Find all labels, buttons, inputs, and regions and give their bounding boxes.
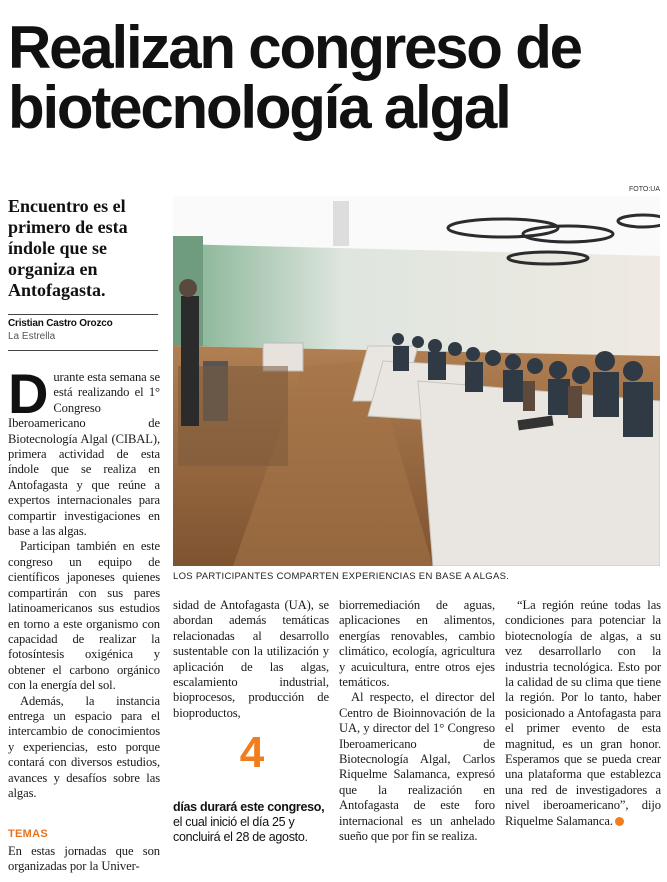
deck-divider <box>8 314 158 315</box>
photo-credit: FOTO:UA <box>629 186 660 193</box>
byline-divider <box>8 350 158 351</box>
drop-cap: D <box>8 362 49 425</box>
paragraph: biorremediación de aguas, aplicaciones en alimentos, energías renovables, cambio climático, ecología, agricultura y acuicultura, entre otros ejes temáticos. <box>339 598 495 690</box>
photo-caption: LOS PARTICIPANTES COMPARTEN EXPERIENCIAS EN BASE A ALGAS. <box>173 571 510 582</box>
headline <box>8 14 663 141</box>
fact-number: 4 <box>239 728 265 777</box>
section-heading-temas: TEMAS <box>8 828 48 840</box>
fact-bold-text: días durará este congreso, <box>173 800 325 814</box>
paragraph: Además, la instancia entrega un espacio para el intercambio de conocimientos y experiencias, esto porque contará con diversos estudios, avances y desafíos sobre las algas. <box>8 693 160 800</box>
article-column-3 <box>339 598 495 845</box>
headline-line-2: biotecnología algal <box>8 74 510 141</box>
article-column-4 <box>505 598 661 829</box>
article-column-2 <box>173 598 329 721</box>
deck-subtitle: Encuentro es el primero de esta índole que se organiza en Antofagasta. <box>8 196 128 300</box>
paragraph: Participan también en este congreso un equipo de científicos japoneses quienes compartirán con sus pares latinoamericanos sus estudios en torno a este organismo con capacidad de realizar la fotosíntesis oxigénica y obtener el carbono orgánico con la energía del sol. <box>8 539 160 693</box>
outlet-name: La Estrella <box>8 331 56 342</box>
article-column-1 <box>8 362 160 801</box>
paragraph: Al respecto, el director del Centro de Bioinnovación de la UA, y director del 1° Congreso Iberoamericano de Biotecnología Algal, Carlos Riquelme Salamanca, expresó que la realización en Antofagasta de este foro internacional es un anhelado sueño que por fin se realiza. <box>339 690 495 844</box>
conference-photo-illustration <box>173 196 660 566</box>
paragraph: “La región reúne todas las condiciones para potenciar la biotecnología de algas, a su vez desarrollarlo con la industria tecnológica. Esto por la calidad de su clima que tiene la región. Por lo tanto, haber posicionado a Antofagasta para el primer evento de esta magnitud, es un gran honor. Esperamos que se pueda crear una plataforma que establezca una red de investigadores a nivel iberoamericano”, dijo Riquelme Salamanca. <box>505 598 661 828</box>
headline-line-1: Realizan congreso de <box>8 14 581 81</box>
fact-box <box>173 800 329 845</box>
paragraph: En estas jornadas que son organizadas por la Univer- <box>8 844 160 874</box>
conference-photo <box>173 196 660 566</box>
paragraph: sidad de Antofagasta (UA), se abordan además temáticas relacionadas al desarrollo sustentable con la utilización y aplicación de las algas, escalamiento industrial, bioprocesos, producción de bioproductos, <box>173 598 329 720</box>
article-column-1-end <box>8 844 160 875</box>
paragraph: Durante esta semana se está realizando el 1° Congreso Iberoamericano de Biotecnología Algal (CIBAL), primera actividad de esta índole que se realiza en Antofagasta y que reúne a expertos internacionales para compartir investigaciones en base a las algas. <box>8 362 160 539</box>
end-mark-icon <box>615 817 624 826</box>
author-name: Cristian Castro Orozco <box>8 318 113 329</box>
fact-text: el cual inició el día 25 y concluirá el 28 de agosto. <box>173 815 308 844</box>
